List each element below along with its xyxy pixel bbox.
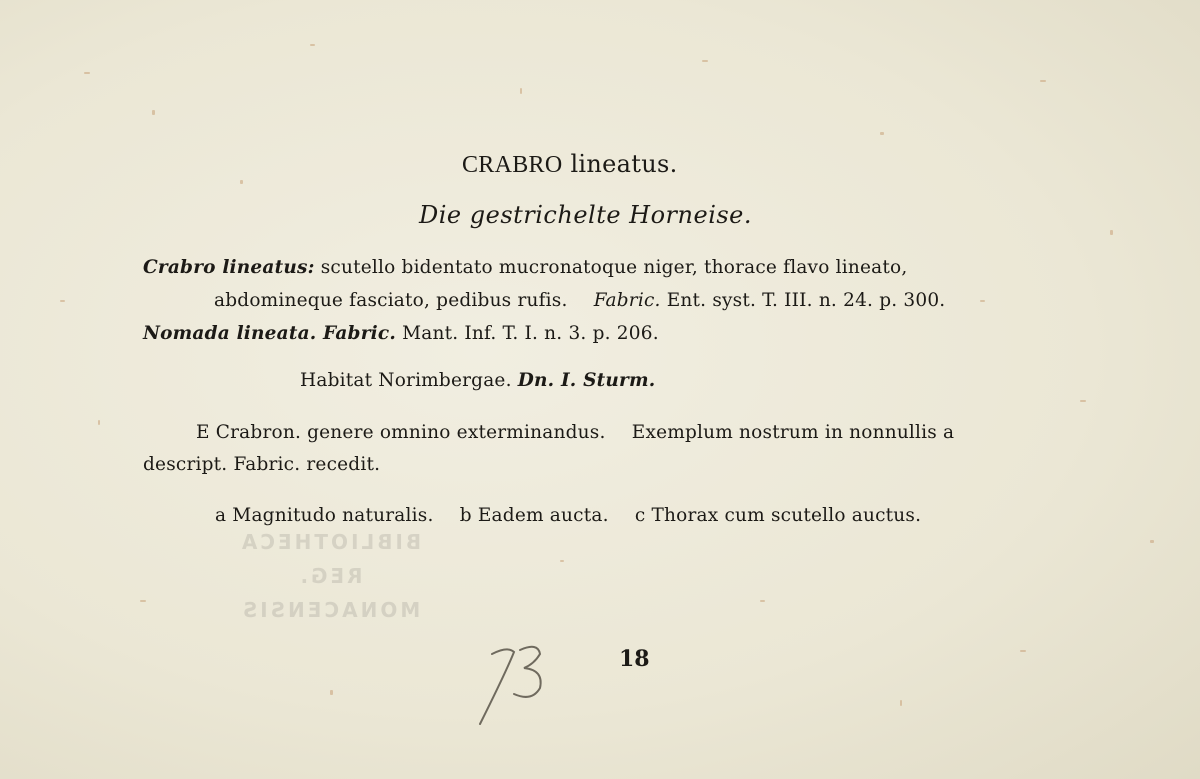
description-text-2: abdomineque fasciato, pedibus rufis. [214, 290, 568, 311]
synonymy-line-3 [143, 323, 659, 344]
genus-name: CRABRO [462, 152, 563, 178]
figure-c-caption: c Thorax cum scutello auctus. [634, 505, 922, 526]
synonym-name-1: Crabro lineatus: [143, 257, 315, 278]
common-name: Die gestrichelte Horneise. [419, 201, 753, 229]
species-name: lineatus. [570, 150, 678, 178]
figure-b-caption: b Eadem aucta. [459, 505, 609, 526]
reference-author: Fabric. [593, 290, 661, 311]
habitat-text: Habitat Norimbergae. [300, 370, 512, 391]
reference-citation-2: Mant. Inf. T. I. n. 3. p. 206. [402, 323, 659, 344]
bleed-through-stamp: BIBLIOTHECA REG. MONACENSIS [238, 530, 422, 622]
handwritten-number-73 [470, 632, 560, 732]
synonymy-line-2 [214, 290, 945, 311]
description-text-1: scutello bidentato mucronatoque niger, thorace flavo lineato, [320, 257, 908, 278]
figure-a-caption: a Magnitudo naturalis. [215, 505, 434, 526]
note-text-a: E Crabron. genere omnino exterminandus. [196, 422, 606, 443]
note-line-2: descript. Fabric. recedit. [143, 454, 381, 475]
synonymy-line-1 [143, 257, 907, 278]
collector-name: Dn. I. Sturm. [517, 370, 656, 391]
habitat-line [300, 370, 655, 391]
figure-legend [215, 505, 921, 526]
reference-citation-1: Ent. syst. T. III. n. 24. p. 300. [666, 290, 946, 311]
species-heading [462, 150, 678, 179]
note-line-1 [196, 422, 954, 443]
synonym-name-2: Nomada lineata. Fabric. [143, 323, 396, 344]
note-text-b: Exemplum nostrum in nonnullis a [631, 422, 955, 443]
page-number: 18 [619, 646, 650, 672]
